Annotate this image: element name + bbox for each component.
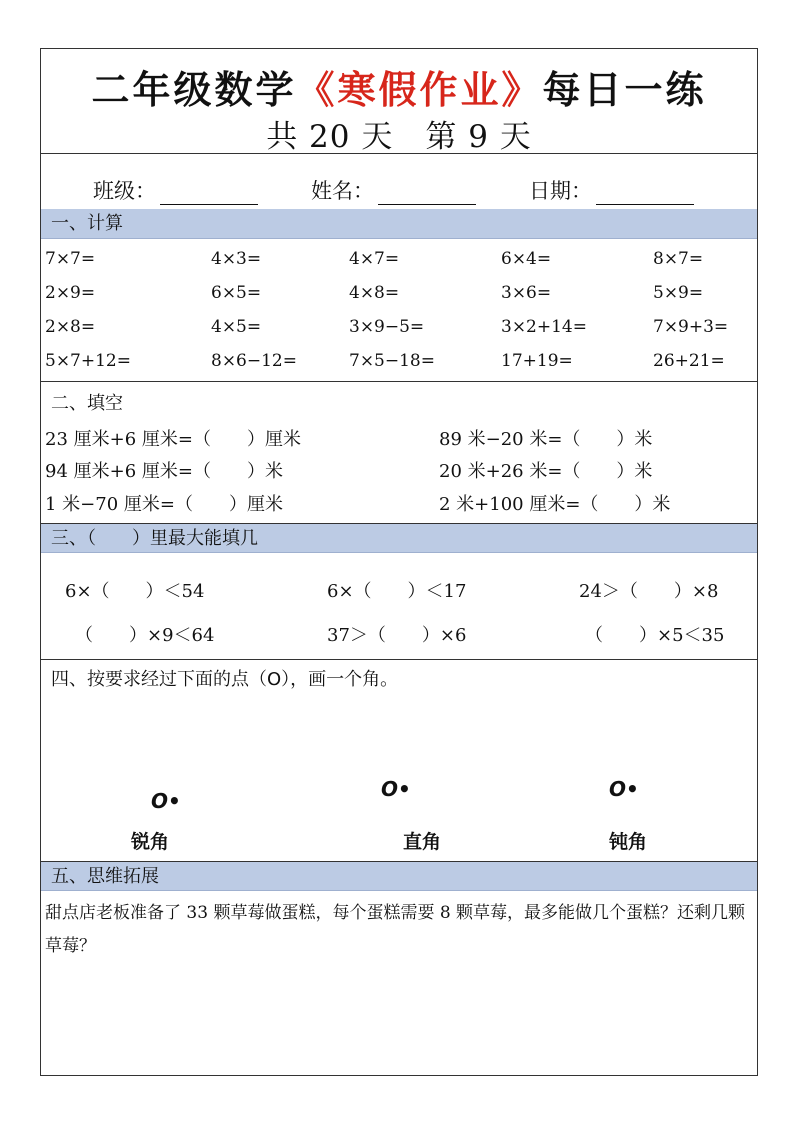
- angle-type-label: 钝角: [609, 831, 648, 853]
- worksheet: [40, 48, 758, 1076]
- calc-problem: 3×2+14=: [501, 317, 587, 337]
- calc-problem: 6×5=: [211, 283, 262, 303]
- calc-problem: 4×5=: [211, 317, 262, 337]
- calc-problem: 2×8=: [45, 317, 96, 337]
- section3-heading: 三、（ ）里最大能填几: [41, 523, 757, 553]
- date-label: 日期：: [529, 179, 592, 203]
- calc-problem: 17+19=: [501, 351, 573, 371]
- inequality-problem[interactable]: 37＞（ ）×6: [327, 625, 467, 646]
- inequality-problem[interactable]: 6×（ ）＜17: [327, 581, 467, 602]
- point-o-marker: O•: [381, 777, 411, 801]
- calc-problem: 3×6=: [501, 283, 552, 303]
- title-suffix: 每日一练: [542, 68, 707, 112]
- name-label: 姓名：: [311, 179, 374, 203]
- divider: [41, 381, 757, 382]
- calc-problem: 3×9−5=: [349, 317, 425, 337]
- calc-problem: 8×7=: [653, 249, 704, 269]
- fill-blank-problem[interactable]: 2 米+100 厘米=（ ）米: [439, 494, 671, 515]
- angle-type-label: 直角: [403, 831, 442, 853]
- fill-blank-problem[interactable]: 20 米+26 米=（ ）米: [439, 461, 653, 482]
- divider: [41, 659, 757, 660]
- date-field: [529, 175, 694, 205]
- calc-problem: 7×5−18=: [349, 351, 435, 371]
- calc-problem: 7×7=: [45, 249, 96, 269]
- fill-blank-problem[interactable]: 23 厘米+6 厘米=（ ）厘米: [45, 429, 301, 450]
- angle-type-label: 锐角: [131, 831, 170, 853]
- calc-problem: 5×9=: [653, 283, 704, 303]
- calc-problem: 7×9+3=: [653, 317, 729, 337]
- calc-problem: 4×8=: [349, 283, 400, 303]
- point-o-marker: O•: [151, 789, 181, 813]
- class-blank[interactable]: [160, 184, 258, 205]
- class-field: [93, 175, 258, 205]
- name-field: [311, 175, 476, 205]
- class-label: 班级：: [93, 179, 156, 203]
- calc-problem: 4×7=: [349, 249, 400, 269]
- section1-heading: 一、计算: [41, 209, 757, 239]
- calc-problem: 6×4=: [501, 249, 552, 269]
- inequality-problem[interactable]: （ ）×5＜35: [585, 625, 725, 646]
- calc-problem: 5×7+12=: [45, 351, 131, 371]
- section4-heading: 四、按要求经过下面的点（O），画一个角。: [51, 669, 399, 690]
- section5-heading: 五、思维拓展: [41, 861, 757, 891]
- calc-problem: 26+21=: [653, 351, 725, 371]
- worksheet-subtitle: 共 20 天 第 9 天: [266, 119, 532, 155]
- inequality-problem[interactable]: （ ）×9＜64: [75, 625, 215, 646]
- fill-blank-problem[interactable]: 1 米−70 厘米=（ ）厘米: [45, 494, 283, 515]
- name-blank[interactable]: [378, 184, 476, 205]
- divider: [41, 153, 757, 154]
- calc-problem: 4×3=: [211, 249, 262, 269]
- inequality-problem[interactable]: 6×（ ）＜54: [65, 581, 205, 602]
- fill-blank-problem[interactable]: 94 厘米+6 厘米=（ ）米: [45, 461, 283, 482]
- section2-heading: 二、填空: [51, 393, 123, 414]
- inequality-problem[interactable]: 24＞（ ）×8: [579, 581, 719, 602]
- word-problem: 甜点店老板准备了 33 颗草莓做蛋糕，每个蛋糕需要 8 颗草莓，最多能做几个蛋糕？还剩几颗草莓？: [45, 903, 746, 956]
- calc-problem: 2×9=: [45, 283, 96, 303]
- point-o-marker: O•: [609, 777, 639, 801]
- title-highlight: 《寒假作业》: [296, 68, 543, 112]
- date-blank[interactable]: [596, 184, 694, 205]
- title-prefix: 二年级数学: [91, 68, 297, 112]
- fill-blank-problem[interactable]: 89 米−20 米=（ ）米: [439, 429, 653, 450]
- calc-problem: 8×6−12=: [211, 351, 297, 371]
- worksheet-title: [41, 59, 757, 114]
